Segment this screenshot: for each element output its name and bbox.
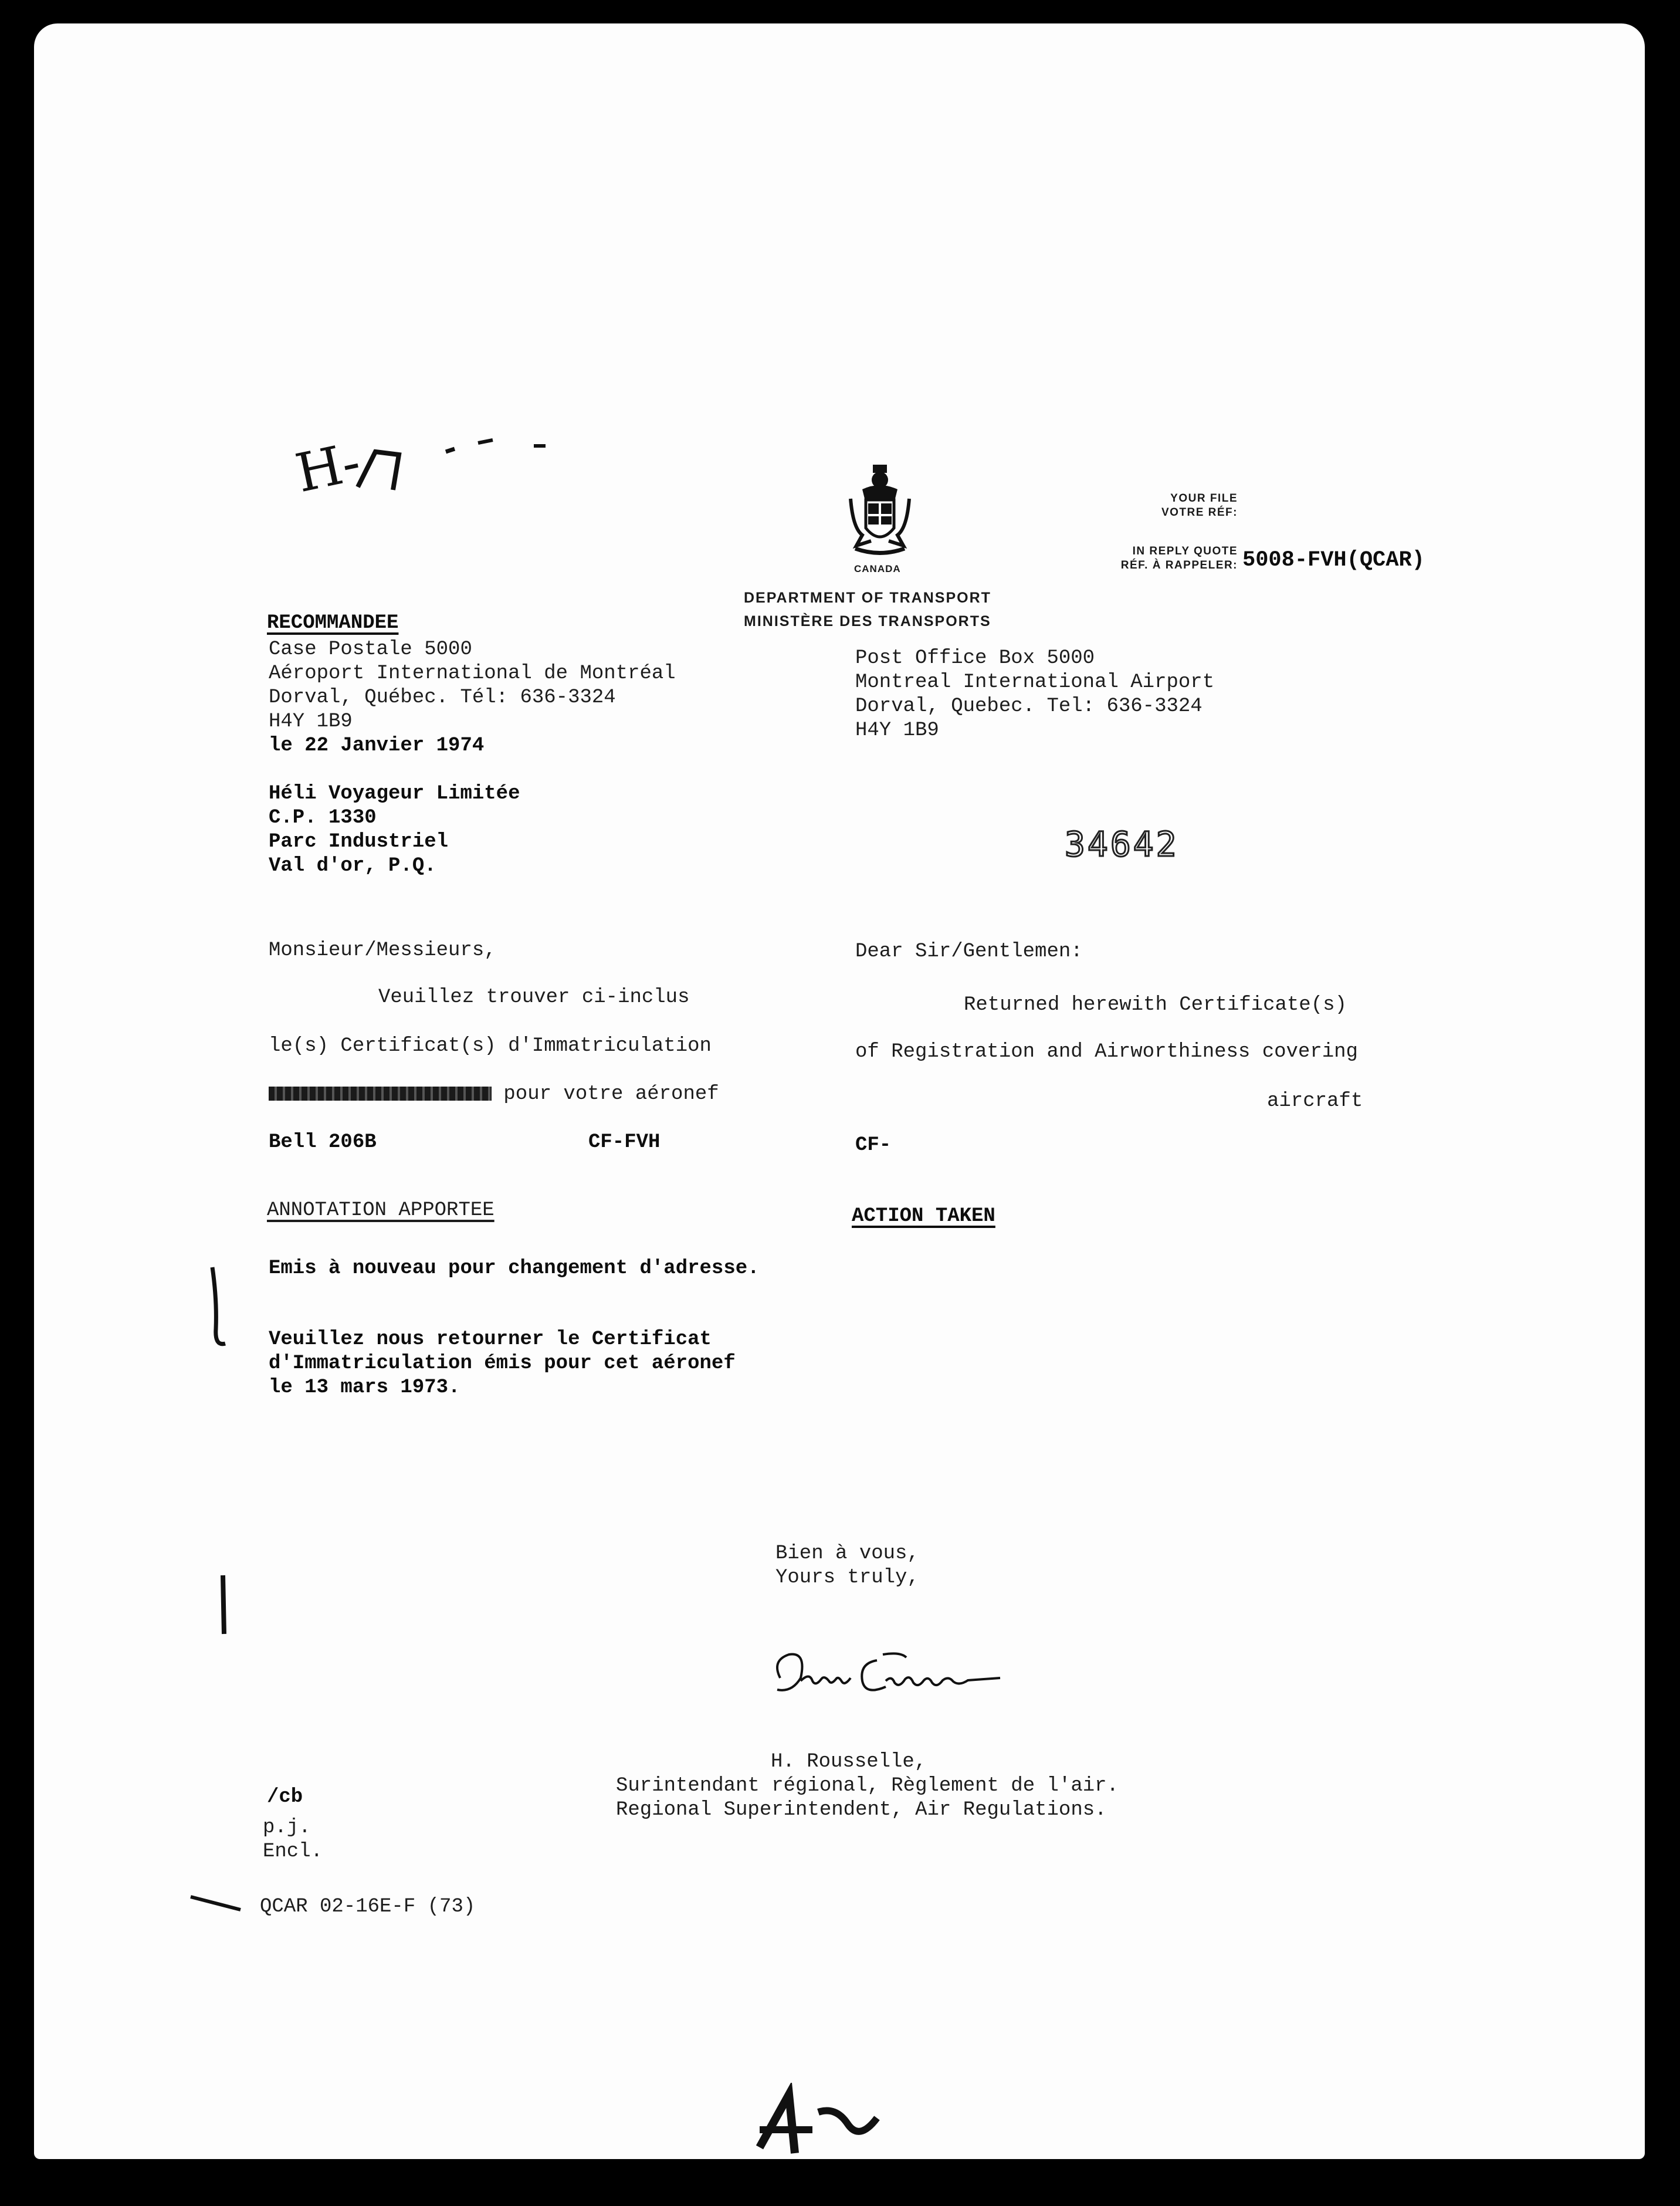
recipient-line4: Val d'or, P.Q. — [269, 855, 436, 877]
body-en-line3: aircraft — [1267, 1090, 1363, 1112]
english-address-line1: Post Office Box 5000 — [855, 647, 1095, 669]
french-address-line2: Aéroport International de Montréal — [269, 662, 676, 685]
handwritten-signature — [766, 1637, 1012, 1713]
body-en-line1: Returned herewith Certificate(s) — [964, 994, 1347, 1016]
registered-heading: RECOMMANDEE — [267, 612, 399, 634]
enclosure-en: Encl. — [263, 1840, 323, 1863]
canada-coat-of-arms-icon — [845, 463, 915, 560]
signatory-name: H. Rousselle, — [771, 1751, 927, 1773]
aircraft-registration-fr: CF-FVH — [588, 1131, 661, 1153]
french-address-line4: H4Y 1B9 — [269, 710, 353, 733]
body-fr-line3-text: pour votre aéronef — [503, 1083, 719, 1105]
salutation-fr: Monsieur/Messieurs, — [269, 939, 496, 962]
reply-quote-label-en: IN REPLY QUOTE — [1132, 545, 1238, 557]
reply-quote-label — [1091, 544, 1238, 573]
annotation-line3: d'Immatriculation émis pour cet aéronef — [269, 1352, 736, 1375]
annotation-line1: Emis à nouveau pour changement d'adresse. — [269, 1257, 760, 1280]
struck-out-text — [269, 1087, 492, 1101]
your-file-label — [1115, 492, 1238, 520]
stamp-number: 34642 — [1065, 824, 1179, 864]
closing-fr: Bien à vous, — [775, 1542, 919, 1565]
your-file-label-en: YOUR FILE — [1170, 492, 1238, 505]
margin-mark — [188, 1892, 246, 1916]
french-address-line3: Dorval, Québec. Tél: 636-3324 — [269, 686, 616, 709]
body-fr-line2: le(s) Certificat(s) d'Immatriculation — [269, 1035, 712, 1057]
body-fr-line1: Veuillez trouver ci-inclus — [378, 986, 690, 1009]
english-address-line2: Montreal International Airport — [855, 671, 1215, 693]
typist-initials: /cb — [267, 1786, 303, 1808]
reply-reference-value: 5008-FVH(QCAR) — [1242, 548, 1425, 573]
recipient-line3: Parc Industriel — [269, 831, 449, 853]
margin-mark — [204, 1264, 228, 1352]
annotation-heading-fr: ANNOTATION APPORTEE — [267, 1199, 494, 1222]
recipient-line2: C.P. 1330 — [269, 807, 377, 829]
handwritten-scribble — [352, 434, 563, 505]
signatory-title-en: Regional Superintendent, Air Regulations. — [616, 1799, 1107, 1821]
country-label: CANADA — [854, 563, 901, 574]
annotation-heading-en: ACTION TAKEN — [852, 1205, 995, 1227]
department-name-fr: MINISTÈRE DES TRANSPORTS — [744, 613, 991, 630]
enclosure-fr: p.j. — [263, 1816, 311, 1839]
english-address-line4: H4Y 1B9 — [855, 719, 939, 742]
closing-en: Yours truly, — [775, 1566, 919, 1589]
form-number: QCAR 02-16E-F (73) — [260, 1896, 476, 1918]
aircraft-registration-en: CF- — [855, 1134, 892, 1156]
handwritten-mark: H- — [290, 431, 366, 505]
french-address-line1: Case Postale 5000 — [269, 638, 472, 661]
margin-mark — [218, 1572, 230, 1637]
department-name-en: DEPARTMENT OF TRANSPORT — [744, 590, 991, 606]
bottom-handwritten-mark — [748, 2083, 900, 2159]
annotation-line4: le 13 mars 1973. — [269, 1376, 460, 1399]
your-file-label-fr: VOTRE RÉF: — [1161, 506, 1238, 519]
reply-quote-label-fr: RÉF. À RAPPELER: — [1120, 559, 1238, 571]
body-fr-line3 — [269, 1082, 719, 1107]
body-en-line2: of Registration and Airworthiness covering — [855, 1041, 1358, 1063]
recipient-line1: Héli Voyageur Limitée — [269, 783, 520, 805]
letter-date: le 22 Janvier 1974 — [269, 735, 485, 757]
aircraft-model: Bell 206B — [269, 1131, 377, 1153]
salutation-en: Dear Sir/Gentlemen: — [855, 940, 1083, 963]
annotation-line2: Veuillez nous retourner le Certificat — [269, 1328, 712, 1351]
english-address-line3: Dorval, Quebec. Tel: 636-3324 — [855, 695, 1203, 718]
signatory-title-fr: Surintendant régional, Règlement de l'air. — [616, 1775, 1119, 1797]
